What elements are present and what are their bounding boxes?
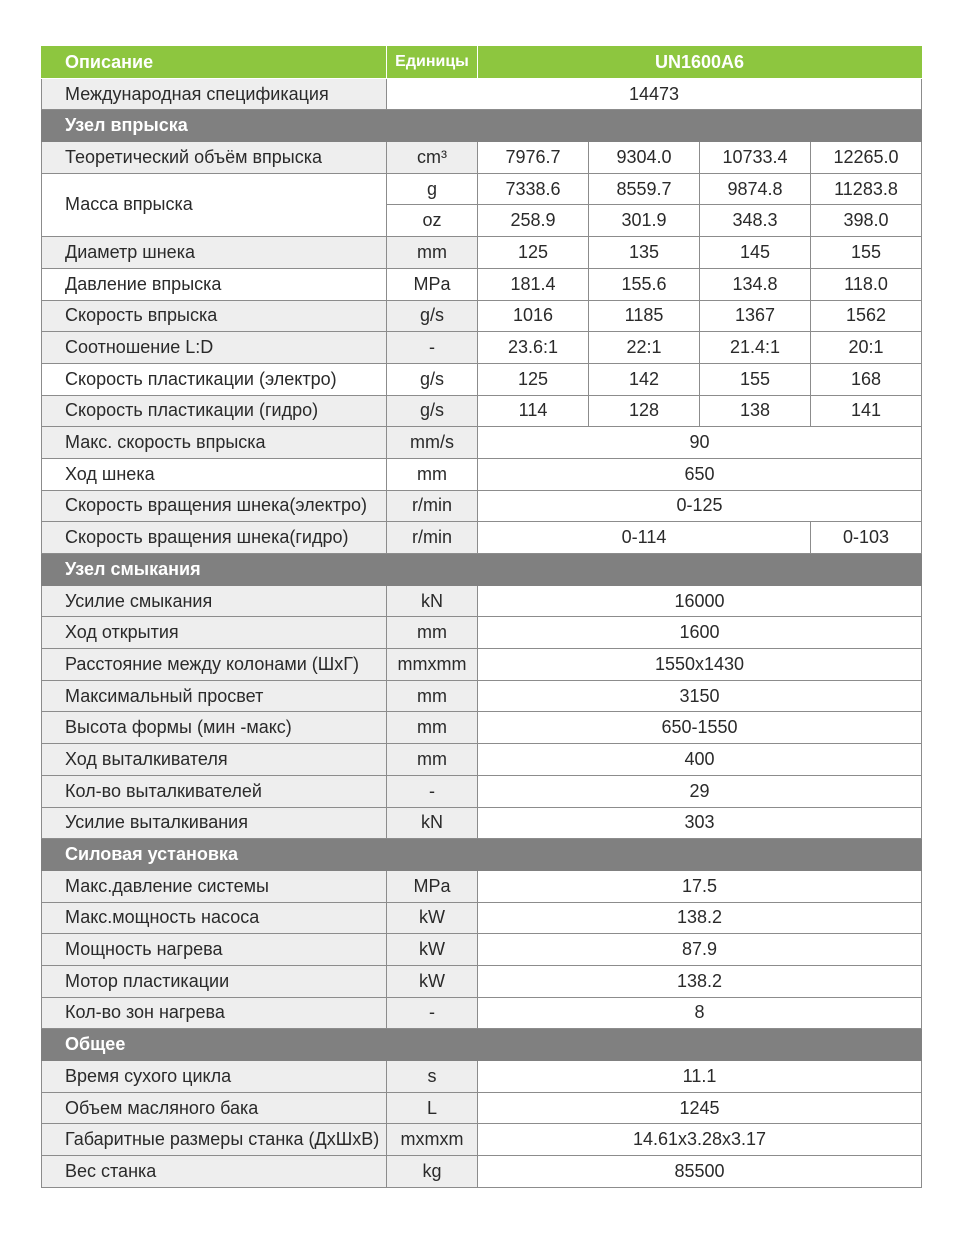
- units-header: Единицы: [387, 47, 478, 79]
- table-row: [42, 1156, 922, 1188]
- row-label: Соотношение L:D: [42, 332, 387, 364]
- cell-value: 17.5: [478, 870, 922, 902]
- row-unit: -: [387, 332, 478, 364]
- cell-value: 303: [478, 807, 922, 839]
- cell-value: 0-114: [478, 522, 811, 554]
- row-unit: kN: [387, 807, 478, 839]
- row-label: Время сухого цикла: [42, 1061, 387, 1093]
- cell-value: 168: [811, 363, 922, 395]
- cell-value: 141: [811, 395, 922, 427]
- cell-value: 138.2: [478, 902, 922, 934]
- row-label: Расстояние между колонами (ШхГ): [42, 649, 387, 681]
- cell-value: 398.0: [811, 205, 922, 237]
- row-unit: mmxmm: [387, 649, 478, 681]
- row-unit: MPa: [387, 268, 478, 300]
- row-label: Диаметр шнека: [42, 237, 387, 269]
- row-unit: g: [387, 173, 478, 205]
- row-unit: g/s: [387, 300, 478, 332]
- cell-value: 181.4: [478, 268, 589, 300]
- table-row: [42, 173, 922, 205]
- row-unit: kW: [387, 934, 478, 966]
- cell-value: 11.1: [478, 1061, 922, 1093]
- section-title: Силовая установка: [42, 839, 922, 871]
- cell-value: 16000: [478, 585, 922, 617]
- cell-value: 0-125: [478, 490, 922, 522]
- row-unit: s: [387, 1061, 478, 1093]
- cell-value: 20:1: [811, 332, 922, 364]
- cell-value: 155.6: [589, 268, 700, 300]
- row-label: Скорость вращения шнека(электро): [42, 490, 387, 522]
- row-unit: kW: [387, 965, 478, 997]
- row-unit: mm: [387, 617, 478, 649]
- row-label: Вес станка: [42, 1156, 387, 1188]
- row-unit: kN: [387, 585, 478, 617]
- table-row: [42, 775, 922, 807]
- cell-value: 1245: [478, 1092, 922, 1124]
- cell-value: 9304.0: [589, 142, 700, 174]
- row-unit: g/s: [387, 363, 478, 395]
- row-unit: mm: [387, 744, 478, 776]
- row-unit: mm: [387, 237, 478, 269]
- spec-label: Международная спецификация: [42, 78, 387, 110]
- cell-value: 7976.7: [478, 142, 589, 174]
- table-row: [42, 1061, 922, 1093]
- row-unit: mm/s: [387, 427, 478, 459]
- table-row: [42, 712, 922, 744]
- row-unit: mxmxm: [387, 1124, 478, 1156]
- table-row: [42, 427, 922, 459]
- section-header-general: [42, 1029, 922, 1061]
- row-unit: MPa: [387, 870, 478, 902]
- row-label: Высота формы (мин -макс): [42, 712, 387, 744]
- cell-value: 135: [589, 237, 700, 269]
- cell-value: 85500: [478, 1156, 922, 1188]
- cell-value: 650: [478, 458, 922, 490]
- row-label: Скорость пластикации (электро): [42, 363, 387, 395]
- spec-value: 14473: [387, 78, 922, 110]
- table-row: [42, 490, 922, 522]
- model-header: UN1600A6: [478, 47, 922, 79]
- description-header: Описание: [42, 47, 387, 79]
- table-row: [42, 965, 922, 997]
- cell-value: 142: [589, 363, 700, 395]
- table-row: [42, 997, 922, 1029]
- cell-value: 1600: [478, 617, 922, 649]
- row-unit: kW: [387, 902, 478, 934]
- cell-value: 3150: [478, 680, 922, 712]
- table-row: [42, 870, 922, 902]
- cell-value: 348.3: [700, 205, 811, 237]
- table-row: [42, 395, 922, 427]
- cell-value: 155: [811, 237, 922, 269]
- section-title: Узел смыкания: [42, 554, 922, 586]
- row-label: Макс.мощность насоса: [42, 902, 387, 934]
- cell-value: 114: [478, 395, 589, 427]
- cell-value: 138.2: [478, 965, 922, 997]
- table-row: [42, 680, 922, 712]
- table-row: [42, 934, 922, 966]
- row-label: Максимальный просвет: [42, 680, 387, 712]
- row-unit: mm: [387, 680, 478, 712]
- cell-value: 10733.4: [700, 142, 811, 174]
- cell-value: 0-103: [811, 522, 922, 554]
- cell-value: 9874.8: [700, 173, 811, 205]
- row-label: Ход выталкивателя: [42, 744, 387, 776]
- table-row: [42, 1124, 922, 1156]
- cell-value: 138: [700, 395, 811, 427]
- row-label: Габаритные размеры станка (ДхШхВ): [42, 1124, 387, 1156]
- cell-value: 125: [478, 237, 589, 269]
- section-title: Общее: [42, 1029, 922, 1061]
- row-label: Усилие смыкания: [42, 585, 387, 617]
- row-label: Макс. скорость впрыска: [42, 427, 387, 459]
- row-unit: -: [387, 997, 478, 1029]
- table-row: [42, 902, 922, 934]
- cell-value: 29: [478, 775, 922, 807]
- cell-value: 118.0: [811, 268, 922, 300]
- spec-table: [41, 46, 922, 1188]
- cell-value: 400: [478, 744, 922, 776]
- row-label: Усилие выталкивания: [42, 807, 387, 839]
- row-label: Масса впрыска: [42, 173, 387, 236]
- table-row: [42, 617, 922, 649]
- cell-value: 1185: [589, 300, 700, 332]
- row-label: Макс.давление системы: [42, 870, 387, 902]
- cell-value: 650-1550: [478, 712, 922, 744]
- row-label: Объем масляного бака: [42, 1092, 387, 1124]
- table-row: [42, 363, 922, 395]
- cell-value: 134.8: [700, 268, 811, 300]
- table-row: [42, 142, 922, 174]
- row-label: Скорость пластикации (гидро): [42, 395, 387, 427]
- row-unit: -: [387, 775, 478, 807]
- row-unit: kg: [387, 1156, 478, 1188]
- row-unit: mm: [387, 458, 478, 490]
- header-row: [42, 47, 922, 79]
- cell-value: 301.9: [589, 205, 700, 237]
- row-label: Скорость впрыска: [42, 300, 387, 332]
- table-row: [42, 458, 922, 490]
- cell-value: 11283.8: [811, 173, 922, 205]
- cell-value: 128: [589, 395, 700, 427]
- cell-value: 22:1: [589, 332, 700, 364]
- table-row: [42, 649, 922, 681]
- section-header-clamping: [42, 554, 922, 586]
- cell-value: 145: [700, 237, 811, 269]
- row-label: Давление впрыска: [42, 268, 387, 300]
- row-unit: mm: [387, 712, 478, 744]
- row-unit: r/min: [387, 490, 478, 522]
- section-title: Узел впрыска: [42, 110, 922, 142]
- row-unit: L: [387, 1092, 478, 1124]
- row-label: Скорость вращения шнека(гидро): [42, 522, 387, 554]
- cell-value: 8559.7: [589, 173, 700, 205]
- row-unit: cm³: [387, 142, 478, 174]
- row-label: Мощность нагрева: [42, 934, 387, 966]
- cell-value: 1016: [478, 300, 589, 332]
- table-row: [42, 585, 922, 617]
- row-label: Теоретический объём впрыска: [42, 142, 387, 174]
- cell-value: 14.61x3.28x3.17: [478, 1124, 922, 1156]
- cell-value: 1367: [700, 300, 811, 332]
- cell-value: 12265.0: [811, 142, 922, 174]
- row-label: Мотор пластикации: [42, 965, 387, 997]
- row-unit: g/s: [387, 395, 478, 427]
- section-header-power: [42, 839, 922, 871]
- cell-value: 155: [700, 363, 811, 395]
- table-row: [42, 522, 922, 554]
- row-label: Кол-во зон нагрева: [42, 997, 387, 1029]
- table-row: [42, 332, 922, 364]
- cell-value: 8: [478, 997, 922, 1029]
- row-unit: r/min: [387, 522, 478, 554]
- table-row: [42, 300, 922, 332]
- cell-value: 87.9: [478, 934, 922, 966]
- table-row: [42, 744, 922, 776]
- table-row: [42, 807, 922, 839]
- cell-value: 23.6:1: [478, 332, 589, 364]
- table-row: [42, 237, 922, 269]
- cell-value: 21.4:1: [700, 332, 811, 364]
- cell-value: 1550x1430: [478, 649, 922, 681]
- table-row: [42, 268, 922, 300]
- row-unit: oz: [387, 205, 478, 237]
- cell-value: 258.9: [478, 205, 589, 237]
- row-label: Ход шнека: [42, 458, 387, 490]
- table-row: [42, 78, 922, 110]
- cell-value: 125: [478, 363, 589, 395]
- section-header-injection: [42, 110, 922, 142]
- table-row: [42, 1092, 922, 1124]
- row-label: Ход открытия: [42, 617, 387, 649]
- cell-value: 90: [478, 427, 922, 459]
- row-label: Кол-во выталкивателей: [42, 775, 387, 807]
- cell-value: 1562: [811, 300, 922, 332]
- cell-value: 7338.6: [478, 173, 589, 205]
